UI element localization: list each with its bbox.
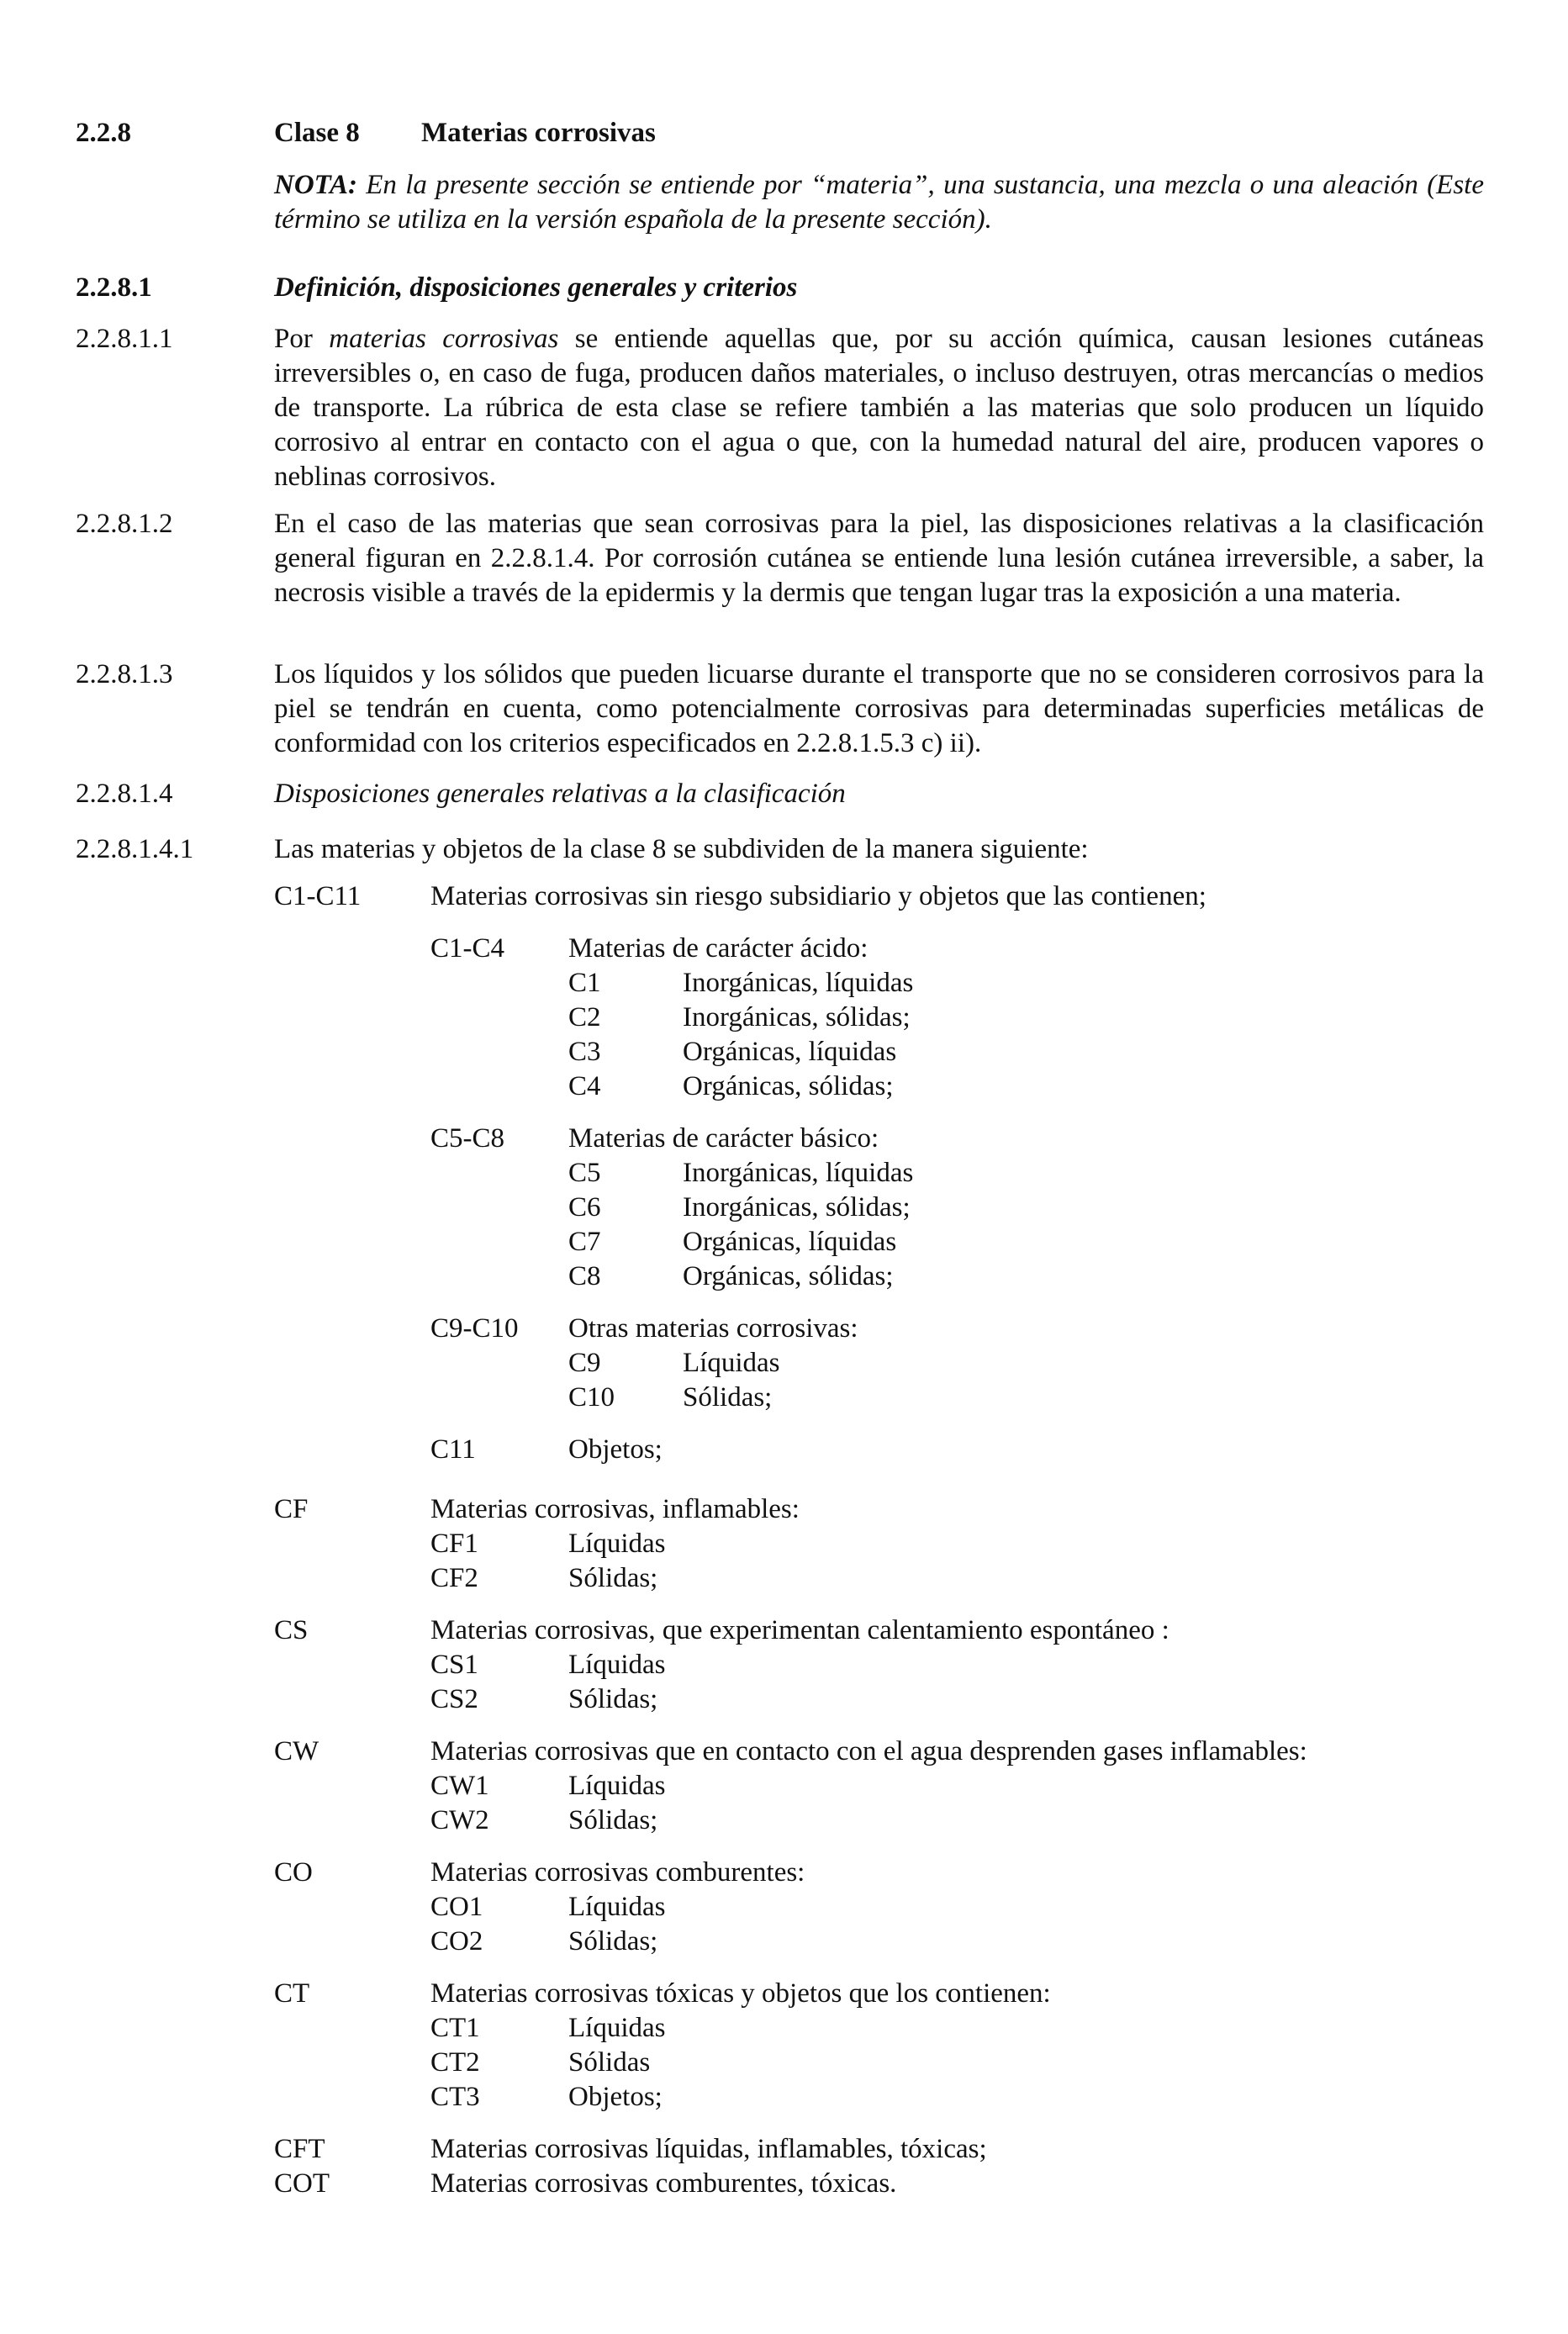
- group-description: Materias corrosivas, inflamables:: [430, 1494, 800, 1524]
- group-code: CO: [274, 1857, 313, 1888]
- subsection-title: Definición, disposiciones generales y criterios: [274, 272, 798, 303]
- paragraph-text: Las materias y objetos de la clase 8 se subdividen de la manera siguiente:: [274, 834, 1089, 864]
- item-description: Orgánicas, líquidas: [683, 1037, 897, 1067]
- section-number: 2.2.8: [76, 118, 131, 148]
- item-code: C7: [568, 1227, 601, 1257]
- item-description: Líquidas: [568, 1650, 666, 1680]
- item-code: CF1: [430, 1529, 478, 1559]
- subgroup-code: C5-C8: [430, 1123, 505, 1154]
- item-code: C10: [568, 1382, 615, 1413]
- item-code: CT2: [430, 2047, 480, 2078]
- group-description: Materias corrosivas tóxicas y objetos que los contienen:: [430, 1978, 1051, 2009]
- item-description: Sólidas;: [683, 1382, 773, 1413]
- item-code: CW1: [430, 1771, 489, 1801]
- paragraph-number: 2.2.8.1.4: [76, 779, 173, 809]
- group-code: CW: [274, 1736, 319, 1766]
- subgroup-code: C11: [430, 1434, 476, 1465]
- paragraph-number: 2.2.8.1.4.1: [76, 834, 194, 864]
- group-description: Materias corrosivas líquidas, inflamables, tóxicas;: [430, 2134, 987, 2164]
- group-code: CS: [274, 1615, 309, 1645]
- item-code: CT1: [430, 2013, 480, 2043]
- subgroup-description: Materias de carácter ácido:: [568, 933, 868, 964]
- item-description: Líquidas: [568, 1771, 666, 1801]
- item-code: C2: [568, 1002, 601, 1032]
- paragraph-text-pre: Por: [274, 324, 330, 354]
- group-code: CT: [274, 1978, 310, 2009]
- group-code: C1-C11: [274, 881, 362, 911]
- group-description: Materias corrosivas sin riesgo subsidiario y objetos que las contienen;: [430, 881, 1206, 911]
- item-description: Inorgánicas, líquidas: [683, 1158, 914, 1188]
- item-code: C9: [568, 1348, 601, 1378]
- item-description: Líquidas: [683, 1348, 780, 1378]
- item-description: Sólidas;: [568, 1684, 658, 1714]
- paragraph-text: Los líquidos y los sólidos que pueden licuarse durante el transporte que no se consideren corrosivos para la piel se tendrán en cuenta, como potencialmente corrosivas para determinadas superficies metálicas de conformidad con los criterios especificados en 2.2.8.1.5.3 c) ii).: [274, 659, 1484, 758]
- item-description: Líquidas: [568, 2013, 666, 2043]
- item-description: Sólidas: [568, 2047, 651, 2078]
- item-code: C3: [568, 1037, 601, 1067]
- item-code: C4: [568, 1071, 601, 1101]
- item-description: Objetos;: [568, 2082, 663, 2112]
- paragraph-text: En el caso de las materias que sean corrosivas para la piel, las disposiciones relativas a la clasificación general figuran en 2.2.8.1.4. Por corrosión cutánea se entiende luna lesión cutánea irreversible, a saber, la necrosis visible a través de la epidermis y la dermis que tengan lugar tras la exposición a una materia.: [274, 509, 1484, 608]
- group-code: CF: [274, 1494, 309, 1524]
- item-description: Orgánicas, líquidas: [683, 1227, 897, 1257]
- subgroup-code: C1-C4: [430, 933, 505, 964]
- section-title: Materias corrosivas: [421, 118, 656, 148]
- subgroup-description: Otras materias corrosivas:: [568, 1313, 858, 1344]
- group-description: Materias corrosivas que en contacto con el agua desprenden gases inflamables:: [430, 1736, 1307, 1766]
- paragraph-text-rest: se entiende aquellas que, por su acción química, causan lesiones cutáneas irreversibles o, en caso de fuga, producen daños materiales, o incluso destruyen, otras mercancías o medios de transporte. La rúbrica de esta clase se refiere también a las materias que solo producen un líquido corrosivo al entrar en contacto con el agua o que, con la humedad natural del aire, producen vapores o neblinas corrosivos.: [274, 324, 1485, 492]
- item-code: CO1: [430, 1892, 483, 1922]
- group-description: Materias corrosivas, que experimentan calentamiento espontáneo :: [430, 1615, 1169, 1645]
- item-code: C6: [568, 1192, 601, 1222]
- note-label: NOTA:: [274, 170, 357, 200]
- item-description: Sólidas;: [568, 1805, 658, 1835]
- group-description: Materias corrosivas comburentes, tóxicas.: [430, 2168, 897, 2199]
- item-code: C5: [568, 1158, 601, 1188]
- group-code: CFT: [274, 2134, 325, 2164]
- paragraph-number: 2.2.8.1.2: [76, 509, 173, 539]
- item-code: C8: [568, 1261, 601, 1291]
- item-code: CF2: [430, 1563, 478, 1593]
- note-text: [274, 168, 1484, 237]
- paragraph-term: materias corrosivas: [329, 324, 559, 354]
- item-code: CO2: [430, 1926, 483, 1956]
- item-code: CW2: [430, 1805, 489, 1835]
- item-description: Orgánicas, sólidas;: [683, 1261, 894, 1291]
- note-body: En la presente sección se entiende por “materia”, una sustancia, una mezcla o una aleación (Este término se utiliza en la versión española de la presente sección).: [274, 170, 1484, 235]
- subgroup-code: C9-C10: [430, 1313, 519, 1344]
- item-description: Orgánicas, sólidas;: [683, 1071, 894, 1101]
- paragraph-text: [274, 322, 1484, 494]
- subgroup-description: Materias de carácter básico:: [568, 1123, 879, 1154]
- item-description: Sólidas;: [568, 1563, 658, 1593]
- item-description: Inorgánicas, sólidas;: [683, 1192, 911, 1222]
- item-code: C1: [568, 968, 601, 998]
- item-description: Líquidas: [568, 1529, 666, 1559]
- subsection-number: 2.2.8.1: [76, 272, 152, 303]
- item-code: CT3: [430, 2082, 480, 2112]
- item-code: CS2: [430, 1684, 478, 1714]
- subgroup-description: Objetos;: [568, 1434, 663, 1465]
- item-description: Sólidas;: [568, 1926, 658, 1956]
- paragraph-number: 2.2.8.1.3: [76, 659, 173, 689]
- group-code: COT: [274, 2168, 330, 2199]
- item-description: Inorgánicas, líquidas: [683, 968, 914, 998]
- group-description: Materias corrosivas comburentes:: [430, 1857, 805, 1888]
- item-code: CS1: [430, 1650, 478, 1680]
- paragraph-number: 2.2.8.1.1: [76, 324, 173, 354]
- paragraph-text: Disposiciones generales relativas a la clasificación: [274, 779, 846, 809]
- section-clase: Clase 8: [274, 118, 360, 148]
- item-description: Inorgánicas, sólidas;: [683, 1002, 911, 1032]
- item-description: Líquidas: [568, 1892, 666, 1922]
